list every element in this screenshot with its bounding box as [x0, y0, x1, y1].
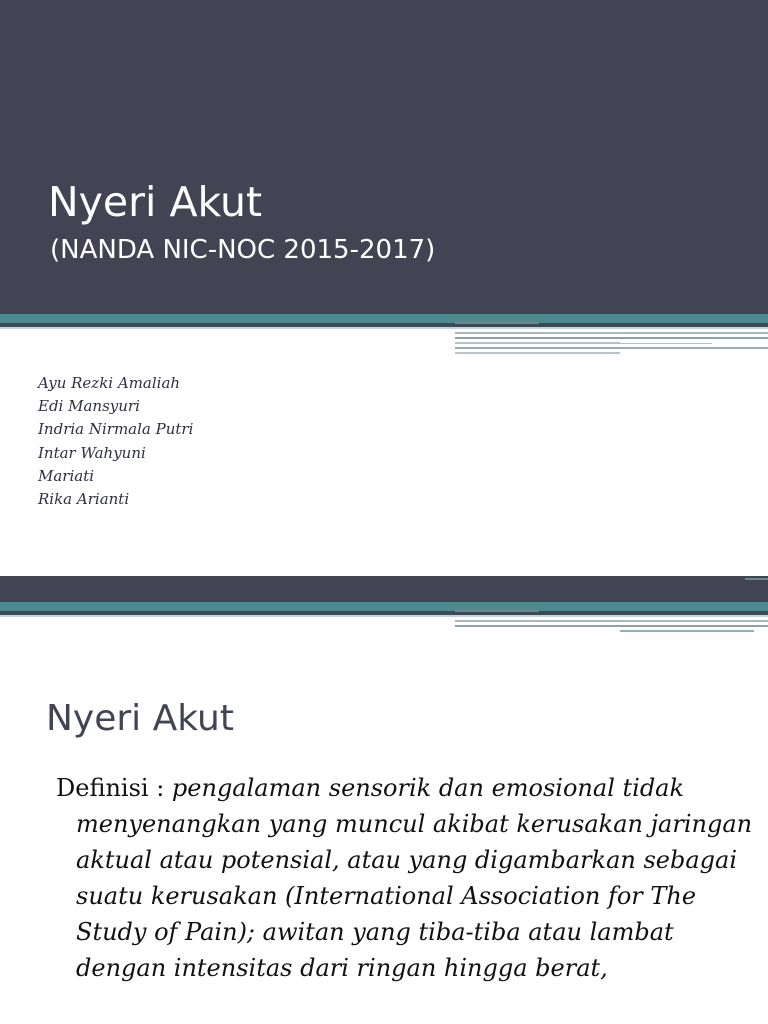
decorative-line [455, 337, 768, 339]
slide-1-light-band [0, 327, 768, 329]
decorative-line [455, 625, 768, 627]
slide-2-title: Nyeri Akut [46, 698, 234, 739]
definition-text: pengalaman sensorik dan emosional tidak menyenangkan yang muncul akibat kerusakan jaringan aktual atau potensial, atau yang digambarkan sebagai suatu kerusakan (International Association for The Study of Pain); awitan yang tiba-tiba atau lambat dengan intensitas dari ringan hingga berat, [76, 774, 753, 982]
slide-2-header [0, 576, 768, 602]
decorative-line [745, 578, 768, 580]
author-name: Ayu Rezki Amaliah [38, 374, 181, 392]
slide-1-subtitle: (NANDA NIC-NOC 2015-2017) [50, 235, 436, 265]
author-name: Edi Mansyuri [38, 397, 140, 416]
slide-1-accent-band [0, 314, 768, 323]
author-name: Indria Nirmala Putri [38, 420, 194, 439]
decorative-line [455, 352, 620, 354]
slide-1-header [0, 0, 768, 314]
decorative-line [455, 610, 539, 612]
slide-2-light-band [0, 615, 768, 617]
slide-2-accent-band [0, 602, 768, 611]
author-name: Intar Wahyuni [38, 443, 146, 462]
decorative-line [620, 630, 754, 632]
decorative-line [620, 342, 754, 343]
decorative-line [455, 347, 768, 349]
decorative-line [455, 332, 768, 334]
decorative-line [455, 620, 768, 622]
author-name: Rika Arianti [38, 490, 130, 509]
author-name: Mariati [38, 466, 95, 485]
decorative-line [455, 322, 539, 324]
slide-1-title: Nyeri Akut [48, 178, 263, 226]
definition-label: Definisi : [56, 774, 172, 802]
author-list [38, 372, 193, 511]
definition-paragraph [56, 770, 766, 986]
